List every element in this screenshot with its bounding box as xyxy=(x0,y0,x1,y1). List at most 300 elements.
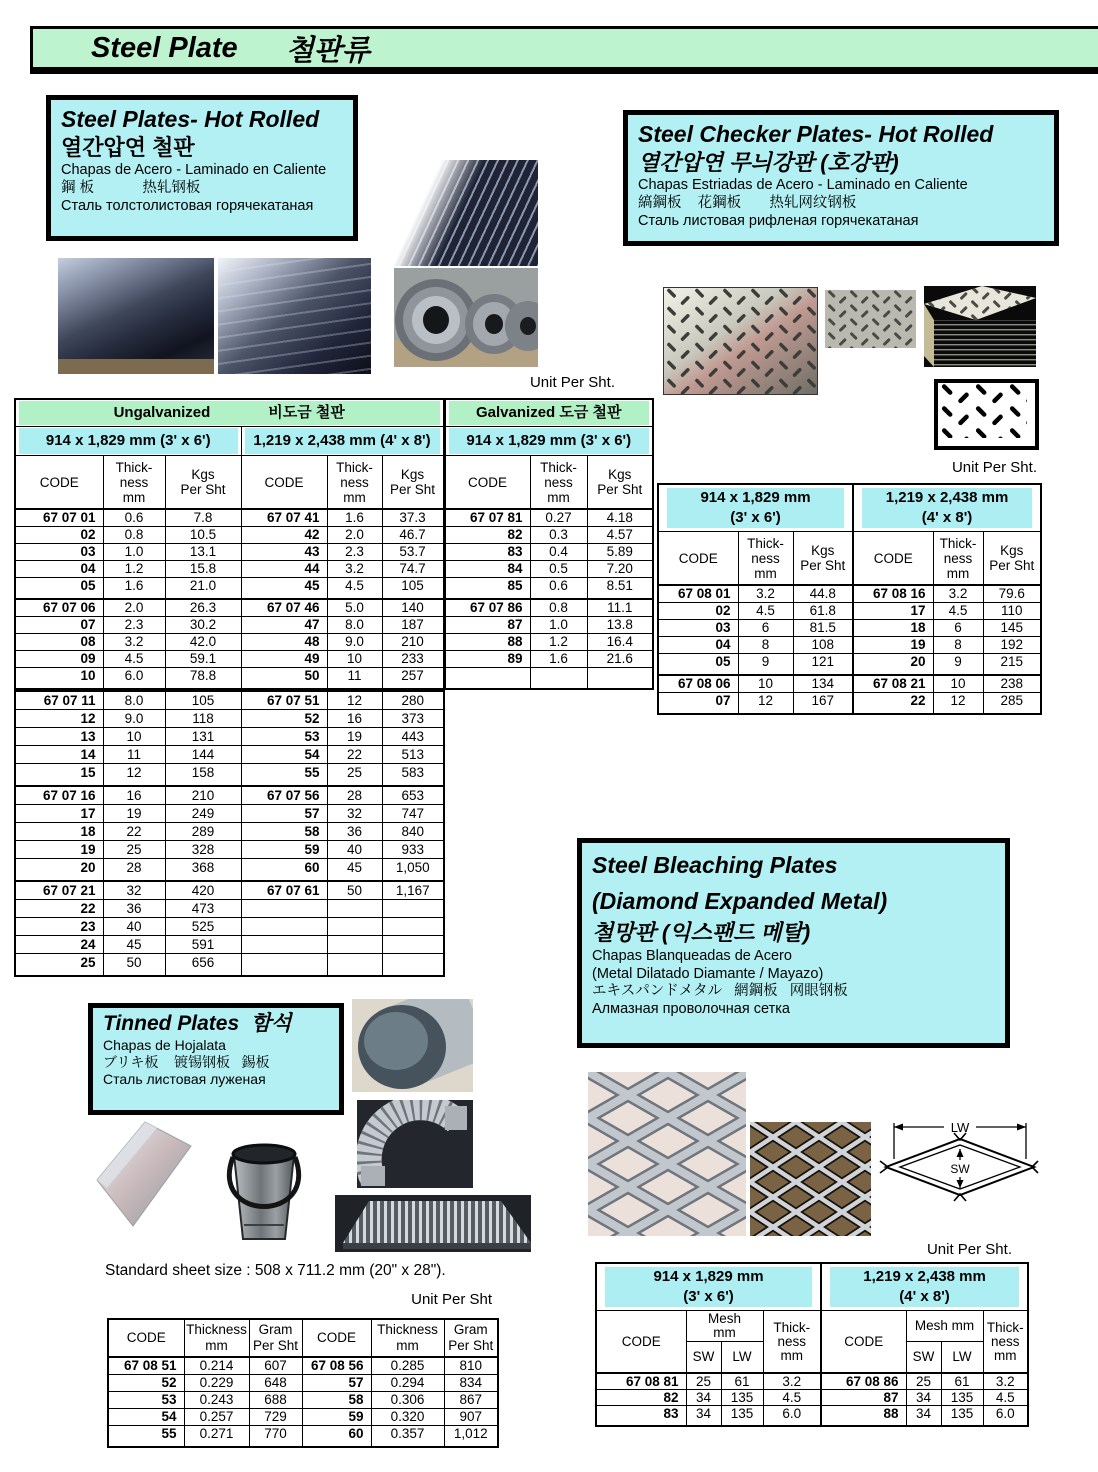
lw-cell: 135 xyxy=(941,1406,983,1427)
thickness-cell: 8 xyxy=(738,637,793,654)
thickness-cell: 2.0 xyxy=(327,527,382,544)
kgs-cell: 368 xyxy=(165,859,241,882)
table-row xyxy=(596,1390,1028,1406)
table-row xyxy=(15,881,444,900)
kgs-cell: 131 xyxy=(165,728,241,746)
code-cell: 07 xyxy=(658,693,738,715)
page-title-bar xyxy=(30,26,1098,74)
hot-rolled-group-1 xyxy=(15,509,653,599)
size-band-row xyxy=(15,427,653,456)
code-cell: 22 xyxy=(853,693,933,715)
table-row xyxy=(108,1375,498,1392)
kgs-cell: 285 xyxy=(983,693,1041,715)
lw-header: LW xyxy=(941,1342,983,1374)
bleaching-spanish-1: Chapas Blanqueadas de Acero xyxy=(592,947,792,964)
sw-cell: 25 xyxy=(686,1373,721,1390)
bleaching-spanish-2: (Metal Dilatado Diamante / Mayazo) xyxy=(592,965,824,982)
size-band-row xyxy=(596,1263,1028,1311)
photo-tinned-sheet xyxy=(95,1118,197,1231)
kgs-cell: 840 xyxy=(382,823,444,841)
kgs-cell: 167 xyxy=(793,693,853,715)
table-row xyxy=(15,578,653,600)
code-cell: 67 07 46 xyxy=(241,599,327,617)
photo-tinned-elbow-duct xyxy=(357,1100,473,1188)
tinned-plate-rows xyxy=(108,1357,498,1447)
table-row xyxy=(15,823,444,841)
thickness-cell: 1.0 xyxy=(530,617,587,634)
thickness-cell: 19 xyxy=(103,805,165,823)
code-cell: 54 xyxy=(241,746,327,764)
table-row xyxy=(596,1373,1028,1390)
checker-plate-small-drawing xyxy=(825,290,916,348)
table-row xyxy=(658,654,1041,676)
kgs-cell: 289 xyxy=(165,823,241,841)
hot-rolled-spanish: Chapas de Acero - Laminado en Caliente xyxy=(61,162,327,179)
table-row xyxy=(15,651,653,668)
kgs-cell: 158 xyxy=(165,764,241,787)
kgs-cell: 15.8 xyxy=(165,561,241,578)
size-4x8-band: 1,219 x 2,438 mm (4' x 8') xyxy=(830,1267,1019,1307)
column-header-row-1 xyxy=(596,1311,1028,1342)
thickness-cell: 16 xyxy=(327,710,382,728)
gram-cell: 688 xyxy=(249,1392,302,1409)
thickness-cell: 6 xyxy=(738,620,793,637)
code-cell: 67 08 16 xyxy=(853,585,933,603)
checker-title-en: Steel Checker Plates- Hot Rolled xyxy=(638,121,994,147)
code-cell: 87 xyxy=(821,1390,906,1406)
thickness-cell: 45 xyxy=(103,936,165,954)
checker-pattern-diagram xyxy=(934,379,1039,450)
code-cell: 43 xyxy=(241,544,327,561)
code-header: CODE xyxy=(658,532,738,586)
table-row xyxy=(15,900,444,918)
gram-cell: 770 xyxy=(249,1426,302,1448)
sw-header: SW xyxy=(906,1342,941,1374)
thickness-cell: 1.6 xyxy=(103,578,165,600)
code-cell: 19 xyxy=(853,637,933,654)
code-cell: 82 xyxy=(596,1390,686,1406)
thickness-cell: 0.285 xyxy=(371,1357,444,1375)
expanded-metal-mesh-drawing xyxy=(750,1122,871,1236)
mesh-header: Mesh mm xyxy=(686,1311,763,1342)
kgs-cell: 105 xyxy=(165,691,241,710)
code-cell: 03 xyxy=(658,620,738,637)
kgs-header: Kgs Per Sht xyxy=(983,532,1041,586)
checker-info-box xyxy=(623,110,1059,246)
thickness-cell: 0.306 xyxy=(371,1392,444,1409)
tinned-russian: Сталь листовая луженая xyxy=(103,1071,266,1088)
code-cell: 55 xyxy=(241,764,327,787)
thickness-cell: 8.0 xyxy=(103,691,165,710)
code-cell: 20 xyxy=(15,859,103,882)
lw-cell: 135 xyxy=(941,1390,983,1406)
thickness-cell: 3.2 xyxy=(763,1373,821,1390)
checker-russian: Сталь листовая рифленая горячекатаная xyxy=(638,212,919,229)
kgs-cell: 46.7 xyxy=(382,527,444,544)
hot-rolled-title-en: Steel Plates- Hot Rolled xyxy=(61,106,320,132)
code-cell: 67 07 51 xyxy=(241,691,327,710)
kgs-cell: 13.1 xyxy=(165,544,241,561)
code-cell: 67 07 16 xyxy=(15,786,103,805)
size-band-row xyxy=(658,484,1041,532)
kgs-cell xyxy=(382,936,444,954)
kgs-cell: 192 xyxy=(983,637,1041,654)
code-cell: 05 xyxy=(15,578,103,600)
code-cell: 14 xyxy=(15,746,103,764)
table-row xyxy=(658,620,1041,637)
size-3x6-band: 914 x 1,829 mm (3' x 6') xyxy=(19,428,238,454)
table-row xyxy=(15,617,653,634)
kgs-cell: 145 xyxy=(983,620,1041,637)
hot-rolled-table xyxy=(14,398,654,977)
table-row xyxy=(15,561,653,578)
table-row xyxy=(108,1426,498,1448)
thickness-cell: 45 xyxy=(327,859,382,882)
code-header: CODE xyxy=(108,1319,184,1357)
code-cell: 58 xyxy=(241,823,327,841)
photo-steel-sheets-fanned xyxy=(391,160,538,266)
code-cell: 67 07 86 xyxy=(444,599,530,617)
thickness-cell: 36 xyxy=(103,900,165,918)
thickness-cell: 5.0 xyxy=(327,599,382,617)
code-cell: 67 07 01 xyxy=(15,509,103,527)
thickness-cell: 9.0 xyxy=(103,710,165,728)
kgs-cell: 8.51 xyxy=(587,578,653,600)
kgs-cell: 44.8 xyxy=(793,585,853,603)
kgs-cell: 118 xyxy=(165,710,241,728)
kgs-cell: 53.7 xyxy=(382,544,444,561)
kgs-cell: 61.8 xyxy=(793,603,853,620)
photo-corrugated-sheets xyxy=(335,1195,531,1252)
thickness-cell: 25 xyxy=(327,764,382,787)
thickness-cell: 10 xyxy=(327,651,382,668)
lw-sw-diagram-drawing xyxy=(878,1115,1042,1215)
thickness-cell: 1.2 xyxy=(103,561,165,578)
code-cell: 22 xyxy=(15,900,103,918)
kgs-cell: 653 xyxy=(382,786,444,805)
code-cell: 67 07 56 xyxy=(241,786,327,805)
checker-group-1 xyxy=(658,585,1041,675)
kgs-cell: 79.6 xyxy=(983,585,1041,603)
ungalvanized-label-ko: 비도금 철판 xyxy=(268,404,345,421)
steel-coils-drawing xyxy=(394,268,538,367)
thickness-cell: 0.6 xyxy=(103,509,165,527)
thickness-cell: 12 xyxy=(327,691,382,710)
tinned-spanish: Chapas de Hojalata xyxy=(103,1037,226,1054)
code-cell: 18 xyxy=(15,823,103,841)
thickness-cell: 4.5 xyxy=(103,651,165,668)
code-cell: 17 xyxy=(853,603,933,620)
code-cell: 50 xyxy=(241,668,327,690)
code-header: CODE xyxy=(853,532,933,586)
gram-cell: 729 xyxy=(249,1409,302,1426)
table-row xyxy=(15,805,444,823)
thickness-cell: 9 xyxy=(933,654,983,676)
table-row xyxy=(15,841,444,859)
sw-cell: 34 xyxy=(686,1390,721,1406)
kgs-cell: 210 xyxy=(165,786,241,805)
code-header: CODE xyxy=(596,1311,686,1374)
code-cell: 02 xyxy=(15,527,103,544)
thickness-cell: 2.0 xyxy=(103,599,165,617)
table-row xyxy=(15,527,653,544)
thickness-cell: 28 xyxy=(103,859,165,882)
photo-tinned-roll xyxy=(352,999,473,1092)
thickness-header: Thick- ness mm xyxy=(983,1311,1028,1374)
thickness-cell: 4.5 xyxy=(983,1390,1028,1406)
mesh-header: Mesh mm xyxy=(906,1311,983,1342)
code-cell: 24 xyxy=(15,936,103,954)
hot-rolled-group-2 xyxy=(15,599,653,689)
photo-checker-plate-stack xyxy=(924,286,1036,367)
column-header-row xyxy=(658,532,1041,586)
kgs-header: Kgs Per Sht xyxy=(382,456,444,510)
code-cell: 59 xyxy=(241,841,327,859)
size-3x6-band: 914 x 1,829 mm (3' x 6') xyxy=(667,488,844,528)
code-cell: 02 xyxy=(658,603,738,620)
corrugated-sheets-drawing xyxy=(335,1195,531,1252)
kgs-cell: 420 xyxy=(165,881,241,900)
expanded-metal-table xyxy=(595,1262,1029,1427)
photo-steel-plates-stack-1 xyxy=(58,258,214,374)
checker-plate-stack-drawing xyxy=(924,286,1036,367)
table-row xyxy=(15,691,444,710)
kgs-cell: 105 xyxy=(382,578,444,600)
thickness-cell: 28 xyxy=(327,786,382,805)
thickness-cell xyxy=(327,918,382,936)
code-cell: 67 08 06 xyxy=(658,675,738,693)
ungalvanized-label: Ungalvanized xyxy=(113,404,211,421)
code-header: CODE xyxy=(302,1319,371,1357)
bleaching-title-en2: (Diamond Expanded Metal) xyxy=(592,887,888,914)
thickness-header: Thick- ness mm xyxy=(327,456,382,510)
kgs-cell: 583 xyxy=(382,764,444,787)
lw-cell: 61 xyxy=(941,1373,983,1390)
thickness-cell: 40 xyxy=(103,918,165,936)
kgs-cell: 1,167 xyxy=(382,881,444,900)
thickness-cell: 0.243 xyxy=(184,1392,249,1409)
code-cell: 67 07 81 xyxy=(444,509,530,527)
gram-cell: 607 xyxy=(249,1357,302,1375)
thickness-cell: 11 xyxy=(327,668,382,690)
code-cell: 05 xyxy=(658,654,738,676)
code-cell: 25 xyxy=(15,954,103,977)
thickness-header: Thick- ness mm xyxy=(530,456,587,510)
sw-cell: 34 xyxy=(906,1390,941,1406)
hot-rolled-table-lower xyxy=(14,690,445,977)
thickness-cell: 8.0 xyxy=(327,617,382,634)
kgs-cell: 42.0 xyxy=(165,634,241,651)
kgs-cell: 81.5 xyxy=(793,620,853,637)
photo-tinned-bucket xyxy=(196,1125,332,1251)
lw-header: LW xyxy=(721,1342,763,1374)
thickness-cell: 6 xyxy=(933,620,983,637)
thickness-cell: 22 xyxy=(327,746,382,764)
thickness-cell: 0.357 xyxy=(371,1426,444,1448)
kgs-header: Kgs Per Sht xyxy=(587,456,653,510)
code-cell xyxy=(241,900,327,918)
unit-per-sheet-label-expanded: Unit Per Sht. xyxy=(926,1241,1012,1258)
code-cell: 67 07 41 xyxy=(241,509,327,527)
table-row xyxy=(15,764,444,787)
code-cell xyxy=(241,954,327,977)
kgs-cell: 233 xyxy=(382,651,444,668)
thickness-cell: 1.6 xyxy=(530,651,587,668)
bleaching-cjk: エキスパンドメタル 網鋼板 网眼钢板 xyxy=(592,983,848,1000)
code-cell: 09 xyxy=(15,651,103,668)
size-3x6-band: 914 x 1,829 mm (3' x 6') xyxy=(605,1267,812,1307)
checker-plates-table xyxy=(657,483,1042,715)
bleaching-russian: Алмазная проволочная сетка xyxy=(592,1000,790,1017)
tinned-info-box xyxy=(88,1003,344,1115)
kgs-cell: 473 xyxy=(165,900,241,918)
thickness-cell: 4.5 xyxy=(933,603,983,620)
thickness-cell: 0.257 xyxy=(184,1409,249,1426)
thickness-cell xyxy=(530,668,587,690)
checker-cjk: 縞鋼板 花鋼板 热轧网纹钢板 xyxy=(638,195,857,212)
table-row xyxy=(15,634,653,651)
size-4x8-band: 1,219 x 2,438 mm (4' x 8') xyxy=(245,428,440,454)
kgs-header: Kgs Per Sht xyxy=(793,532,853,586)
code-cell: 44 xyxy=(241,561,327,578)
thickness-cell: 3.2 xyxy=(327,561,382,578)
table-row xyxy=(658,637,1041,654)
hot-rolled-group-5 xyxy=(15,881,444,976)
thickness-cell: 12 xyxy=(933,693,983,715)
hot-rolled-title-ko: 열간압연 철판 xyxy=(61,134,195,160)
thickness-cell: 2.3 xyxy=(327,544,382,561)
thickness-cell: 12 xyxy=(738,693,793,715)
code-cell: 48 xyxy=(241,634,327,651)
column-header-row xyxy=(15,456,653,510)
kgs-header: Kgs Per Sht xyxy=(165,456,241,510)
kgs-cell: 108 xyxy=(793,637,853,654)
gram-header: Gram Per Sht xyxy=(249,1319,302,1357)
table-row xyxy=(658,585,1041,603)
code-cell: 07 xyxy=(15,617,103,634)
code-cell: 23 xyxy=(15,918,103,936)
kgs-cell: 5.89 xyxy=(587,544,653,561)
sw-cell: 34 xyxy=(906,1406,941,1427)
expanded-metal-lw-sw-diagram xyxy=(878,1115,1042,1215)
code-cell: 67 08 21 xyxy=(853,675,933,693)
lw-cell: 61 xyxy=(721,1373,763,1390)
gram-cell: 867 xyxy=(444,1392,498,1409)
code-cell: 15 xyxy=(15,764,103,787)
thickness-cell: 50 xyxy=(103,954,165,977)
code-cell: 67 07 06 xyxy=(15,599,103,617)
kgs-cell: 59.1 xyxy=(165,651,241,668)
hot-rolled-russian: Сталь толстолистовая горячекатаная xyxy=(61,197,314,214)
sw-header: SW xyxy=(686,1342,721,1374)
kgs-cell: 933 xyxy=(382,841,444,859)
kgs-cell: 11.1 xyxy=(587,599,653,617)
ungalvanized-band xyxy=(19,401,440,425)
thickness-cell: 8 xyxy=(933,637,983,654)
elbow-duct-drawing xyxy=(357,1100,473,1188)
kgs-cell xyxy=(382,918,444,936)
galvanized-band: Galvanized 도금 철판 xyxy=(449,401,650,425)
table-row xyxy=(15,668,653,690)
expanded-metal-rows xyxy=(596,1373,1028,1426)
thickness-cell: 0.27 xyxy=(530,509,587,527)
kgs-cell: 513 xyxy=(382,746,444,764)
table-row xyxy=(108,1357,498,1375)
thickness-header: Thickness mm xyxy=(371,1319,444,1357)
code-cell: 04 xyxy=(15,561,103,578)
kgs-cell: 280 xyxy=(382,691,444,710)
table-row xyxy=(15,509,653,527)
kgs-cell: 257 xyxy=(382,668,444,690)
kgs-cell: 328 xyxy=(165,841,241,859)
unit-per-sheet-label-checker: Unit Per Sht. xyxy=(951,459,1037,476)
thickness-cell: 1.6 xyxy=(327,509,382,527)
thickness-cell: 25 xyxy=(103,841,165,859)
page-title-en: Steel Plate xyxy=(91,31,238,64)
lw-cell: 135 xyxy=(721,1406,763,1427)
code-cell: 89 xyxy=(444,651,530,668)
kgs-cell: 78.8 xyxy=(165,668,241,690)
kgs-cell: 144 xyxy=(165,746,241,764)
kgs-cell: 10.5 xyxy=(165,527,241,544)
size-4x8-band: 1,219 x 2,438 mm (4' x 8') xyxy=(862,488,1032,528)
thickness-cell xyxy=(327,936,382,954)
kgs-cell: 21.0 xyxy=(165,578,241,600)
thickness-cell: 4.5 xyxy=(763,1390,821,1406)
thickness-cell: 9.0 xyxy=(327,634,382,651)
thickness-cell: 2.3 xyxy=(103,617,165,634)
thickness-header: Thick- ness mm xyxy=(763,1311,821,1374)
thickness-cell xyxy=(327,954,382,977)
gram-cell: 1,012 xyxy=(444,1426,498,1448)
thickness-cell: 0.8 xyxy=(103,527,165,544)
page-title-ko: 철판류 xyxy=(285,34,370,67)
unit-per-sheet-label-main: Unit Per Sht. xyxy=(529,374,615,391)
thickness-cell: 3.2 xyxy=(983,1373,1028,1390)
kgs-cell: 373 xyxy=(382,710,444,728)
code-cell: 57 xyxy=(302,1375,371,1392)
photo-expanded-metal-mesh xyxy=(750,1122,871,1236)
code-cell: 67 08 81 xyxy=(596,1373,686,1390)
code-cell: 53 xyxy=(108,1392,184,1409)
gram-cell: 810 xyxy=(444,1357,498,1375)
code-cell: 52 xyxy=(241,710,327,728)
tinned-title: Tinned Plates 함석 xyxy=(103,1012,292,1035)
code-cell: 03 xyxy=(15,544,103,561)
code-cell: 55 xyxy=(108,1426,184,1448)
table-row xyxy=(658,693,1041,715)
expanded-metal-closeup-drawing xyxy=(588,1072,746,1236)
lw-cell: 135 xyxy=(721,1390,763,1406)
gram-cell: 907 xyxy=(444,1409,498,1426)
thickness-cell: 3.2 xyxy=(103,634,165,651)
code-cell: 57 xyxy=(241,805,327,823)
kgs-cell: 210 xyxy=(382,634,444,651)
thickness-cell: 0.3 xyxy=(530,527,587,544)
thickness-cell: 50 xyxy=(327,881,382,900)
table-row xyxy=(108,1409,498,1426)
kgs-cell: 30.2 xyxy=(165,617,241,634)
code-cell: 10 xyxy=(15,668,103,690)
code-cell: 60 xyxy=(241,859,327,882)
kgs-cell: 525 xyxy=(165,918,241,936)
kgs-cell: 21.6 xyxy=(587,651,653,668)
thickness-cell: 3.2 xyxy=(933,585,983,603)
code-cell xyxy=(241,936,327,954)
tinned-sheet-drawing xyxy=(95,1118,197,1231)
code-cell: 47 xyxy=(241,617,327,634)
table-row xyxy=(658,603,1041,620)
